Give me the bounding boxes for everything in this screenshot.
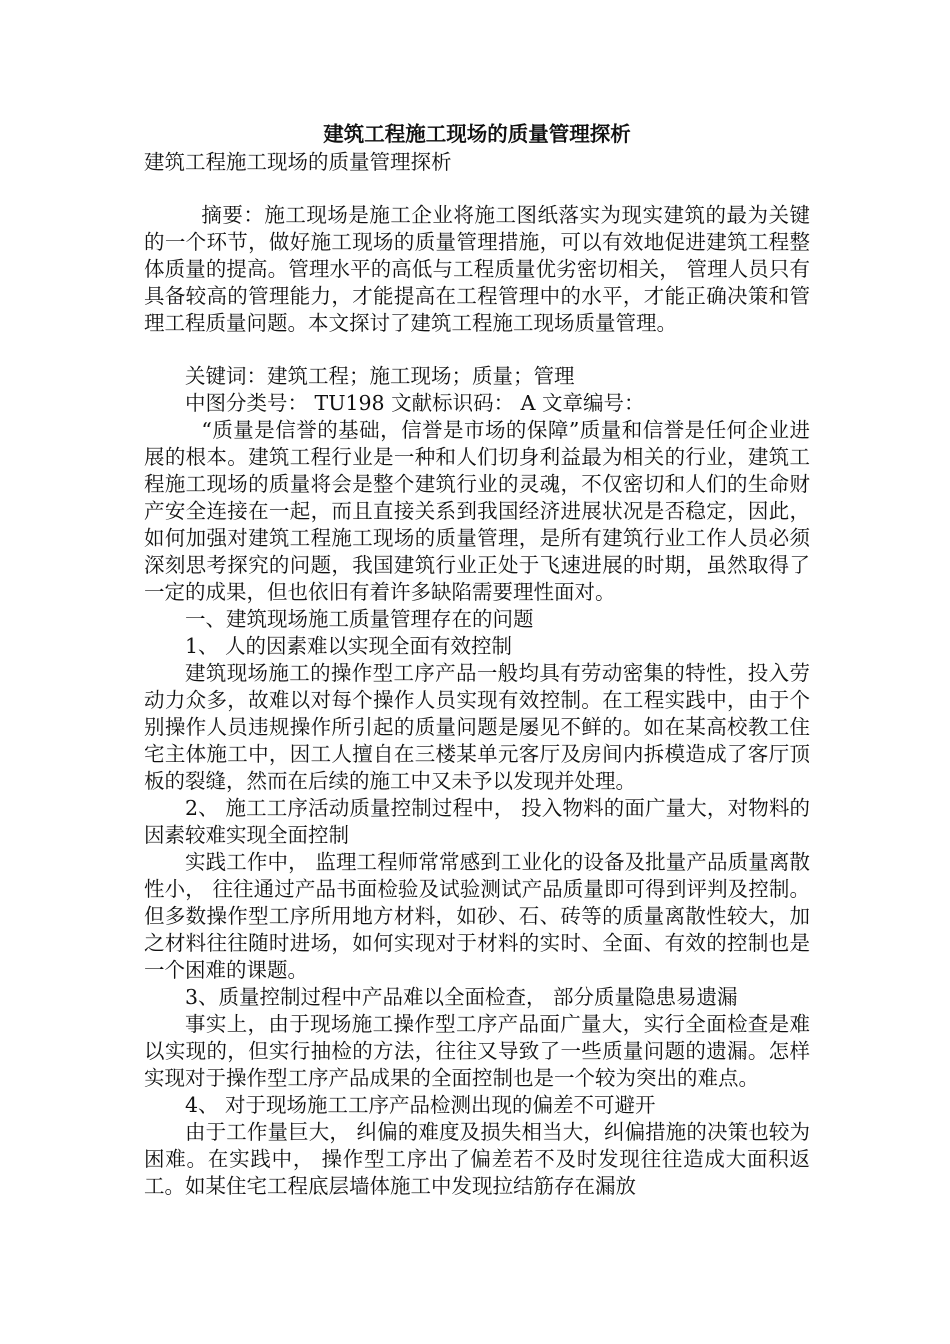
intro-paragraph: “质量是信誉的基础，信誉是市场的保障”质量和信誉是任何企业进展的根本。建筑工程行业是一种和人们切身利益最为相关的行业，建筑工程施工现场的质量将会是整个建筑行业的灵魂，不仅密切和人们的生命财产安全连接在一起，而且直接关系到我国经济进展状况是否稳定，因此，如何加强对建筑工程施工现场的质量管理，是所有建筑行业工作人员必须深刻思考探究的问题，我国建筑行业正处于飞速进展的时期，虽然取得了一定的成果，但也依旧有着许多缺陷需要理性面对。 bbox=[144, 418, 810, 604]
item-heading: 3、质量控制过程中产品难以全面检查， 部分质量隐患易遗漏 bbox=[185, 985, 738, 1009]
item-heading: 1、 人的因素难以实现全面有效控制 bbox=[185, 634, 513, 658]
body-paragraph: 建筑现场施工的操作型工序产品一般均具有劳动密集的特性，投入劳动力众多，故难以对每个操作人员实现有效控制。在工程实践中，由于个别操作人员违规操作所引起的质量问题是屡见不鲜的。如在某高校教工住宅主体施工中，因工人擅自在三楼某单元客厅及房间内拆模造成了客厅顶板的裂缝，然而在后续的施工中又未予以发现并处理。 bbox=[144, 661, 810, 793]
spacer bbox=[144, 176, 810, 202]
section-heading: 一、建筑现场施工质量管理存在的问题 bbox=[185, 607, 534, 631]
body-paragraph: 事实上，由于现场施工操作型工序产品面广量大，实行全面检查是难以实现的，但实行抽检的方法，往往又导致了一些质量问题的遗漏。怎样实现对于操作型工序产品成果的全面控制也是一个较为突出的难点。 bbox=[144, 1012, 810, 1090]
abstract-paragraph: 摘要：施工现场是施工企业将施工图纸落实为现实建筑的最为关键的一个环节，做好施工现场的质量管理措施，可以有效地促进建筑工程整体质量的提高。管理水平的高低与工程质量优劣密切相关， 管理人员只有具备较高的管理能力，才能提高在工程管理中的水平，才能正确决策和管理工程质量问题。本文探讨了建筑工程施工现场质量管理。 bbox=[144, 203, 810, 335]
spacer bbox=[144, 337, 810, 363]
document-subtitle: 建筑工程施工现场的质量管理探析 bbox=[144, 150, 452, 174]
body-paragraph: 实践工作中， 监理工程师常常感到工业化的设备及批量产品质量离散性小， 往往通过产品书面检验及试验测试产品质量即可得到评判及控制。但多数操作型工序所用地方材料，如砂、石、砖等的质量离散性较大，加之材料往往随时进场，如何实现对于材料的实时、全面、有效的控制也是一个困难的课题。 bbox=[144, 850, 810, 982]
classification-line: 中图分类号： TU198 文献标识码： A 文章编号： bbox=[185, 391, 645, 415]
item-heading: 4、 对于现场施工工序产品检测出现的偏差不可避开 bbox=[185, 1093, 656, 1117]
keywords-line: 关键词：建筑工程；施工现场；质量；管理 bbox=[185, 364, 575, 388]
document-title: 建筑工程施工现场的质量管理探析 bbox=[323, 122, 631, 146]
body-paragraph: 由于工作量巨大， 纠偏的难度及损失相当大，纠偏措施的决策也较为困难。在实践中， 操作型工序出了偏差若不及时发现往往造成大面积返工。如某住宅工程底层墙体施工中发现拉结筋存在漏放 bbox=[144, 1120, 810, 1198]
item-heading: 2、 施工工序活动质量控制过程中， 投入物料的面广量大，对物料的因素较难实现全面控制 bbox=[144, 796, 810, 847]
